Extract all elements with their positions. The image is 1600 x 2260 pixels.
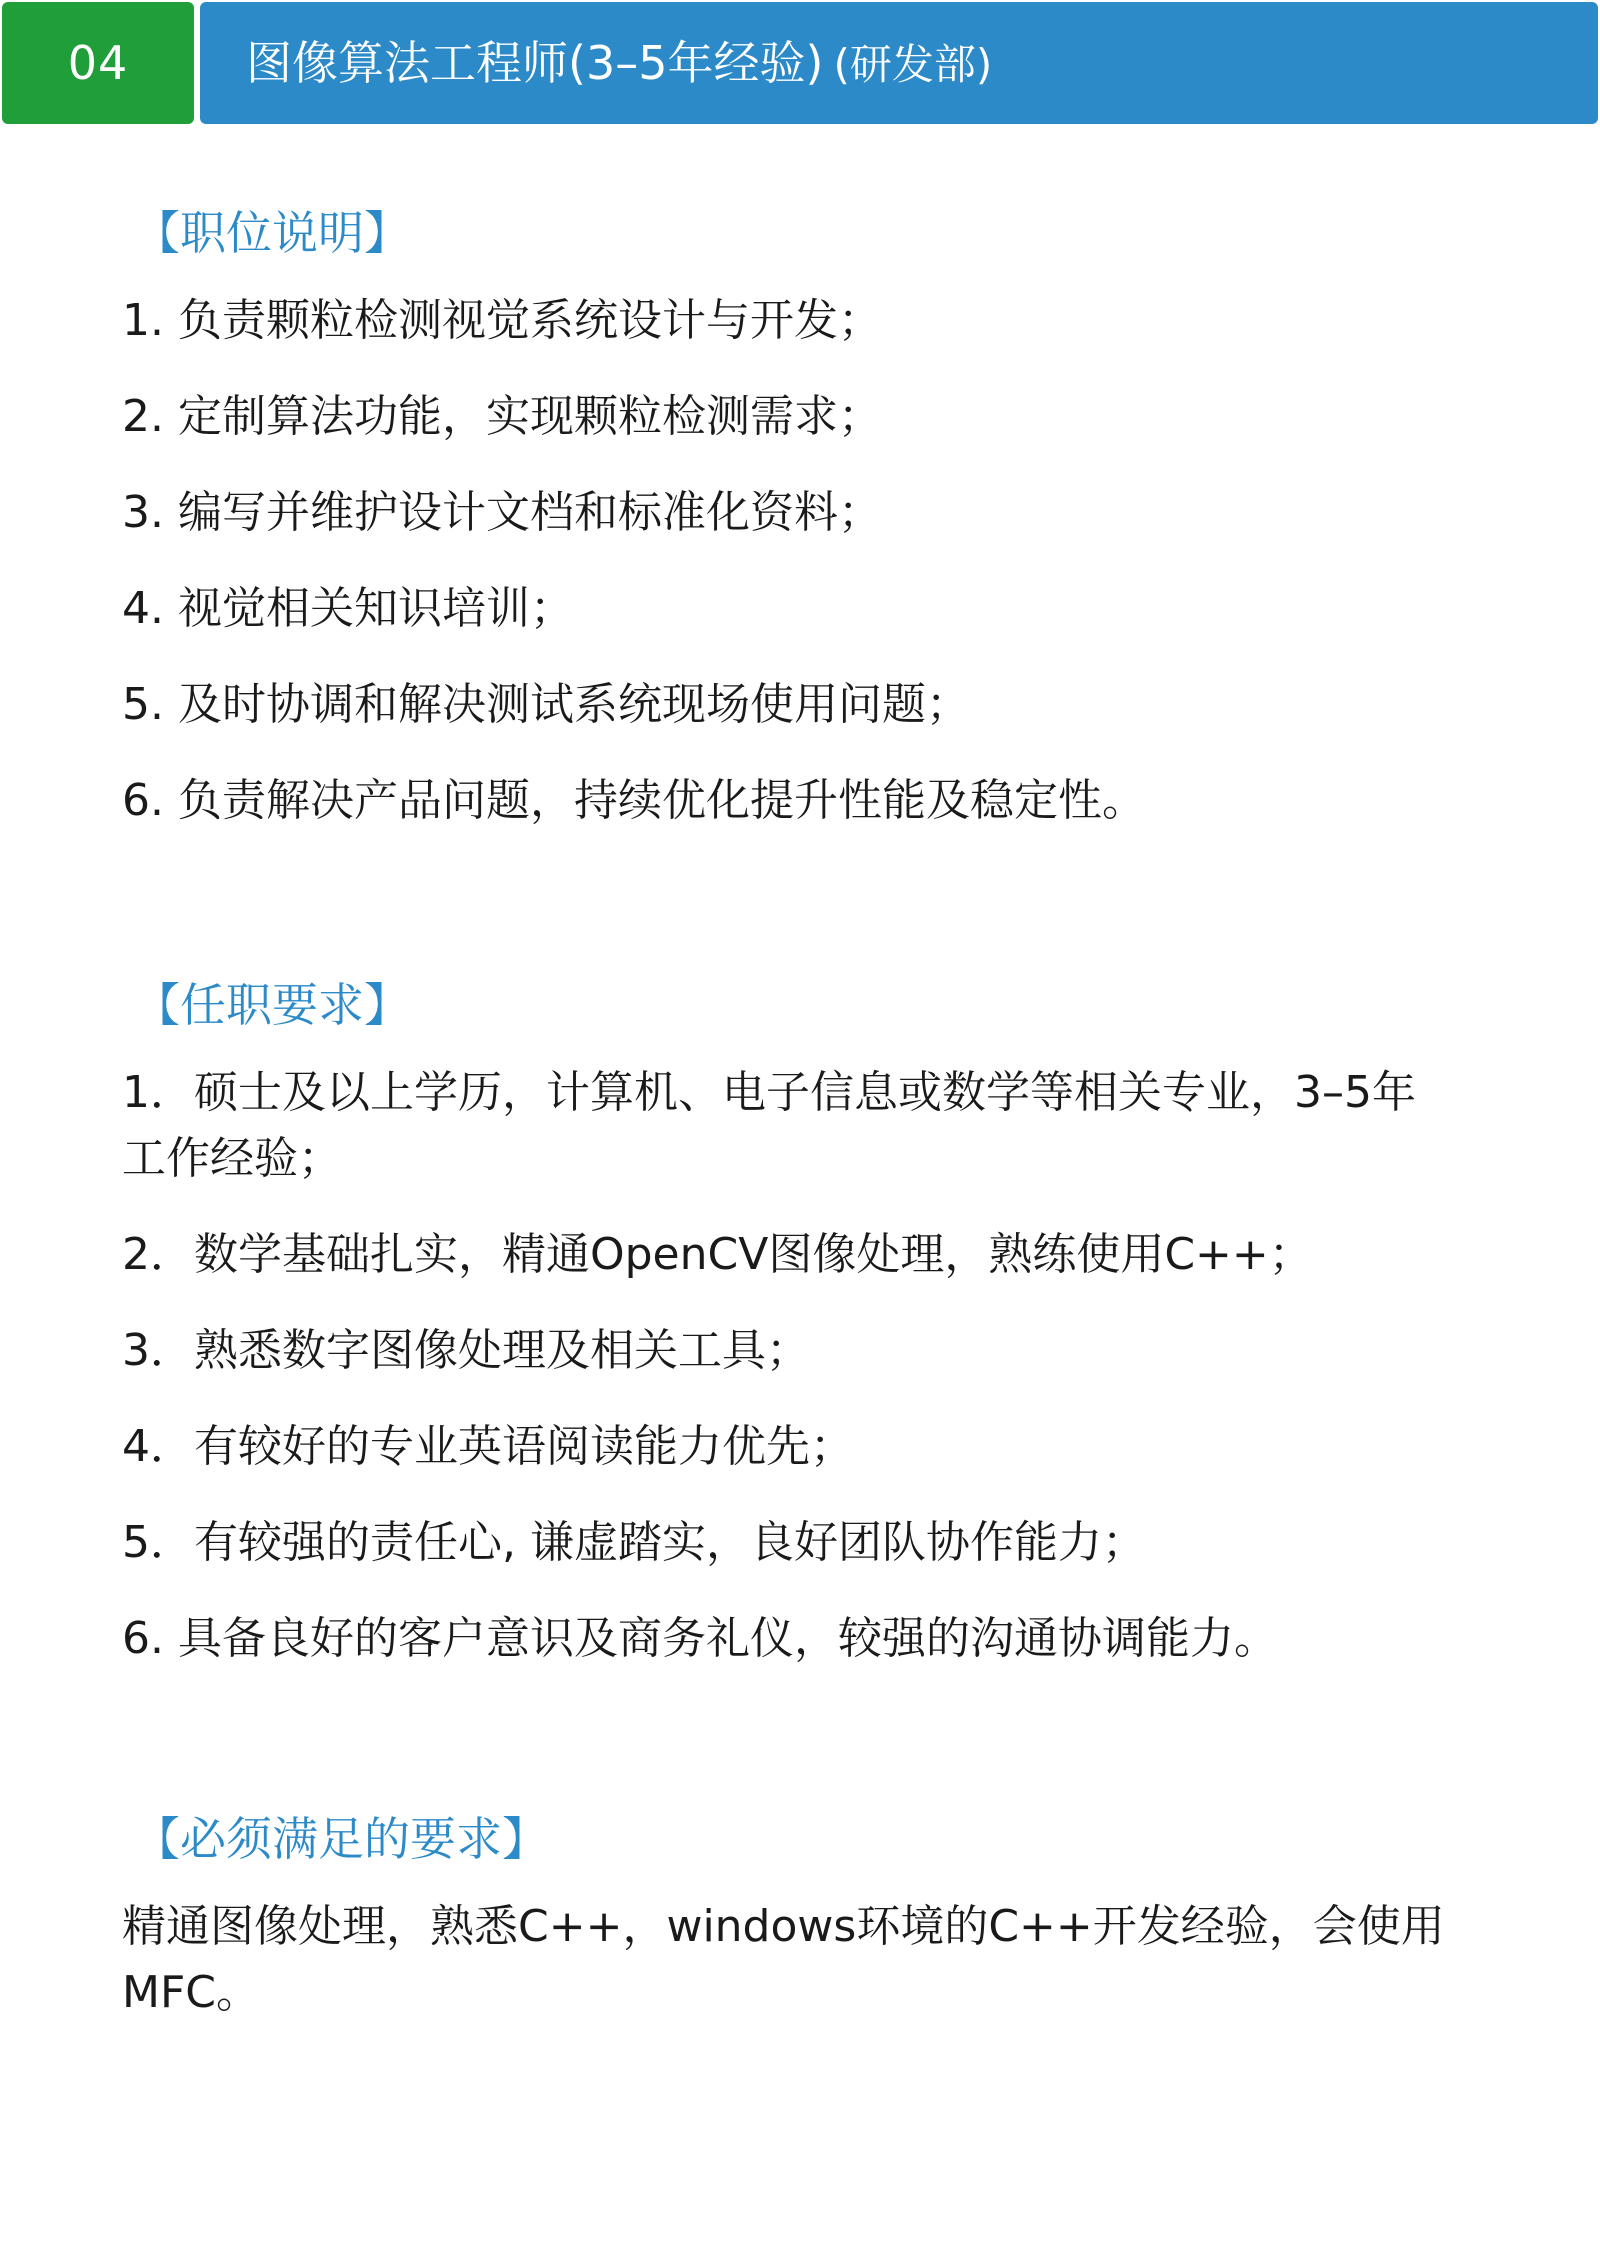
list-item: 4. 视觉相关知识培训；	[122, 583, 574, 634]
must-text: 精通图像处理，熟悉C++，windows环境的C++开发经验，会使用MFC。	[122, 1901, 1445, 2018]
section-spacer	[122, 1702, 1502, 1806]
list-item: 3．熟悉数字图像处理及相关工具；	[122, 1325, 810, 1376]
list-item: 1. 负责颗粒检测视觉系统设计与开发；	[122, 295, 882, 346]
description-heading: 【职位说明】	[134, 206, 410, 260]
list-item: 5. 及时协调和解决测试系统现场使用问题；	[122, 679, 970, 730]
list-item: 6. 具备良好的客户意识及商务礼仪，较强的沟通协调能力。	[122, 1613, 1278, 1664]
must-heading: 【必须满足的要求】	[134, 1812, 548, 1866]
list-item: 2. 定制算法功能，实现颗粒检测需求；	[122, 391, 882, 442]
list-item: 2．数学基础扎实，精通OpenCV图像处理，熟练使用C++；	[122, 1229, 1313, 1280]
list-item: 4．有较好的专业英语阅读能力优先；	[122, 1421, 854, 1472]
job-content	[122, 200, 1502, 2026]
job-title-banner	[200, 2, 1598, 124]
section-spacer	[122, 864, 1502, 972]
list-item: 1．硕士及以上学历，计算机、电子信息或数学等相关专业，3–5年工作经验；	[122, 1067, 1416, 1184]
requirements-list	[122, 1060, 1502, 1672]
list-item: 3. 编写并维护设计文档和标准化资料；	[122, 487, 882, 538]
list-item: 6. 负责解决产品问题，持续优化提升性能及稳定性。	[122, 775, 1146, 826]
section-number-badge: 04	[2, 2, 194, 124]
description-list	[122, 288, 1502, 834]
job-title: 图像算法工程师(3–5年经验)	[246, 36, 824, 90]
header-bar	[0, 0, 1600, 126]
requirements-heading: 【任职要求】	[134, 978, 410, 1032]
department-label: (研发部)	[833, 40, 993, 89]
list-item: 5．有较强的责任心, 谦虚踏实，良好团队协作能力；	[122, 1517, 1146, 1568]
